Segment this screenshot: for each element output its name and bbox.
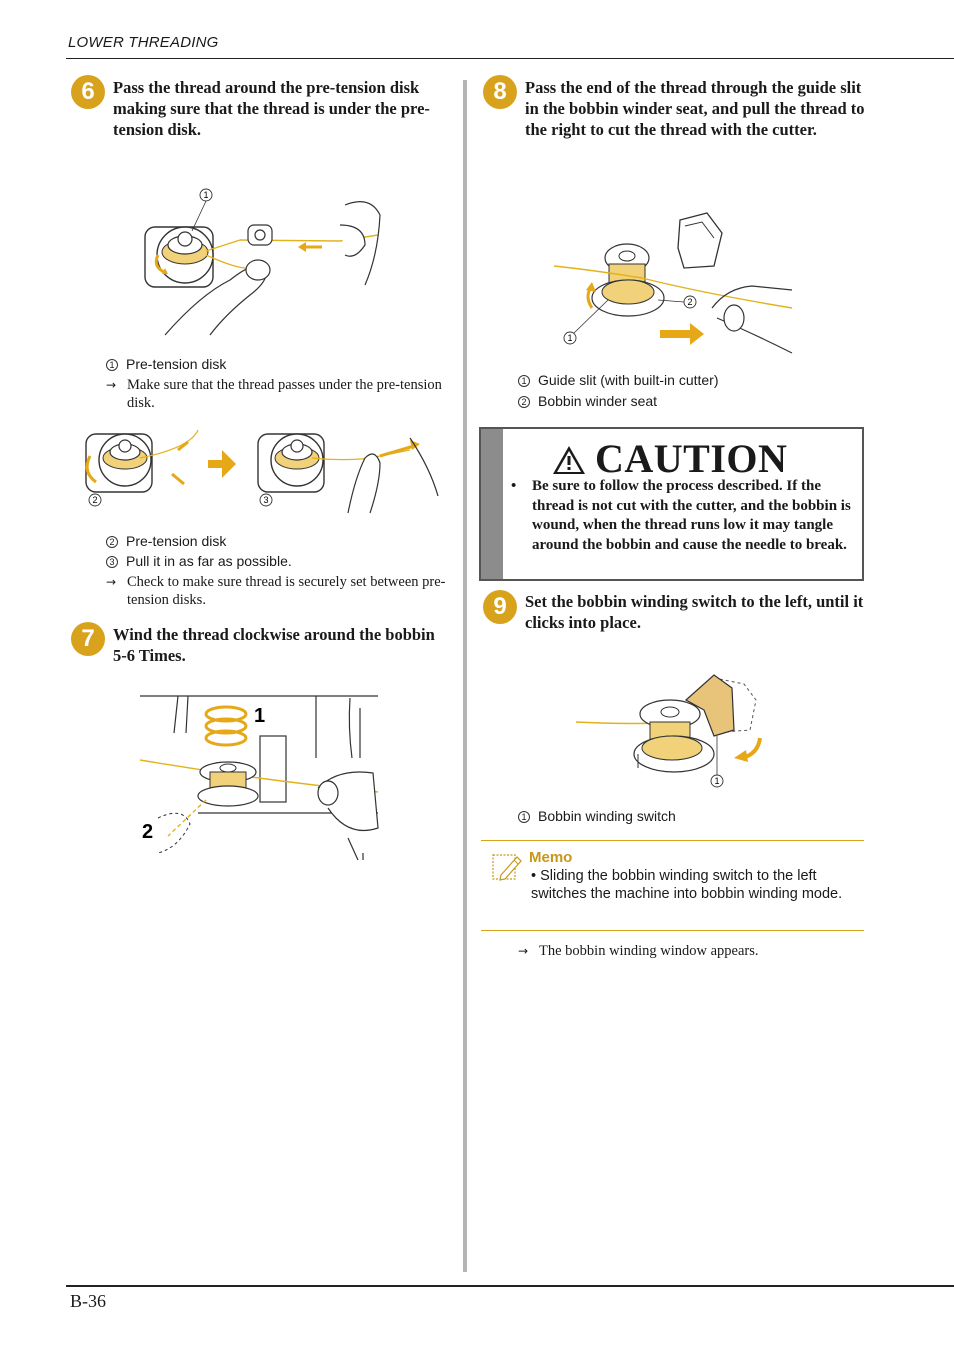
step-6-text: Pass the thread around the pre-tension disk making sure that the thread is under the pre-tension disk. — [113, 78, 430, 139]
footer-rule — [66, 1285, 954, 1287]
callout-1: 1 — [567, 333, 573, 343]
figure-bobbin-winding-switch — [574, 670, 764, 792]
warning-triangle-icon — [551, 444, 587, 476]
memo-pencil-icon — [491, 851, 523, 881]
caution-box — [479, 427, 864, 581]
caution-stripe — [481, 429, 503, 579]
caution-bullet: • — [511, 478, 517, 494]
fig6a-note: Make sure that the thread passes under the pre-tension disk. — [127, 377, 442, 411]
fig6a-caption-1: 1 Pre-tension disk — [106, 355, 226, 373]
header-rule — [66, 58, 954, 59]
memo-text: • Sliding the bobbin winding switch to the left switches the machine into bobbin winding mode. — [531, 868, 843, 902]
fig6b-note: Check to make sure thread is securely set between pre-tension disks. — [127, 574, 446, 608]
callout-3: 3 — [263, 495, 269, 505]
step-9-badge: 9 — [483, 590, 517, 624]
fig7-label-2: 2 — [142, 821, 154, 843]
step-7-badge: 7 — [71, 622, 105, 656]
step-8-badge: 8 — [483, 75, 517, 109]
fig7-label-1: 1 — [254, 705, 266, 727]
caution-text: Be sure to follow the process described. If the thread is not cut with the cutter, and the bobbin is wound, when the thread runs low it may tangle around the bobbin and cause the needle to break. — [532, 478, 851, 553]
page-header-title: LOWER THREADING — [68, 34, 219, 51]
callout-2: 2 — [92, 495, 98, 505]
callout-1: 1 — [203, 190, 209, 200]
fig6b-caption-2: 2 Pre-tension disk — [106, 532, 226, 550]
fig6b-caption-3: 3 Pull it in as far as possible. — [106, 552, 292, 570]
arrow-icon: → — [106, 378, 117, 392]
step-6-badge: 6 — [71, 75, 105, 109]
step-9-text: Set the bobbin winding switch to the left, until it clicks into place. — [525, 592, 864, 632]
arrow-icon: → — [106, 575, 117, 589]
fig8-caption-1: 1 Guide slit (with built-in cutter) — [518, 371, 719, 389]
callout-2: 2 — [687, 297, 693, 307]
figure-cut-thread — [552, 208, 797, 356]
figure-wind-bobbin — [138, 688, 383, 866]
step-7-text: Wind the thread clockwise around the bobbin 5-6 Times. — [113, 625, 435, 665]
caution-body — [511, 477, 856, 555]
arrow-icon: → — [518, 944, 529, 958]
fig8-caption-2: 2 Bobbin winder seat — [518, 392, 657, 410]
figure-pre-tension-disks — [80, 428, 445, 518]
callout-1: 1 — [714, 776, 720, 786]
step-9-result: The bobbin winding window appears. — [539, 943, 759, 959]
fig9-caption-1: 1 Bobbin winding switch — [518, 807, 676, 825]
memo-box — [481, 840, 864, 931]
figure-pre-tension-disk — [140, 185, 385, 345]
column-divider — [463, 80, 467, 1272]
page-number: B-36 — [70, 1291, 106, 1311]
memo-title: Memo — [529, 849, 573, 866]
caution-heading: CAUTION — [595, 436, 788, 481]
step-8-text: Pass the end of the thread through the guide slit in the bobbin winder seat, and pull the thread to the right to cut the thread with the cutter. — [525, 78, 865, 139]
